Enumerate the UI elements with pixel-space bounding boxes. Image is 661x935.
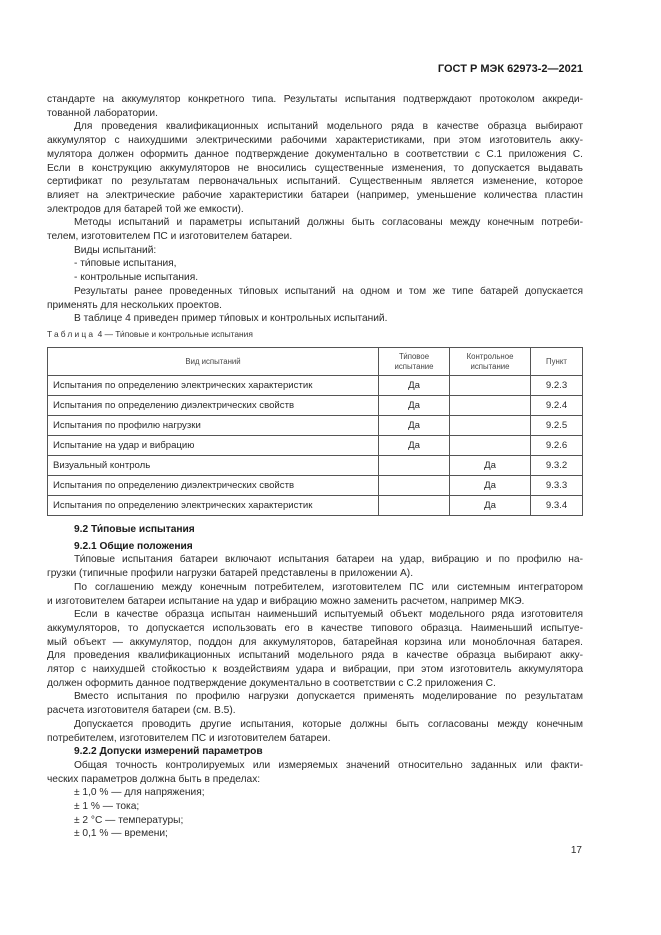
text-line: Общая точность контролируемых или измеряемых значений относительно заданных или факти- (74, 759, 583, 771)
document-header: ГОСТ Р МЭК 62973-2—2021 (437, 63, 583, 75)
cell-type-test: Да (379, 396, 450, 416)
cell-test-name: Визуальный контроль (48, 456, 379, 476)
tolerance-item: ± 0,1 % — времени; (74, 828, 168, 840)
cell-control-test: Да (450, 496, 531, 516)
table-row (48, 416, 583, 436)
table-row (48, 456, 583, 476)
text-line: применять для нескольких проектов. (47, 299, 222, 311)
text-line: По соглашению между конечным потребителем, изготовителем ПС или системным интегратором (74, 581, 583, 593)
text-line: Для проведения квалификационных испытаний модельного ряда в качестве образца выбирают (74, 121, 583, 133)
text-line: ческих параметров должна быть в пределах: (47, 773, 261, 785)
text-line: стандарте на аккумулятор конкретного типа. Результаты испытания подтверждают протоколом аккреди- (47, 94, 583, 105)
cell-clause: 9.2.5 (531, 416, 583, 436)
text-line: В таблице 4 приведен пример ти́повых и контрольных испытаний. (74, 313, 388, 325)
intro-text (47, 93, 583, 326)
cell-type-test: Да (379, 436, 450, 456)
text-line: - контрольные испытания. (74, 272, 199, 284)
text-line: - ти́повые испытания, (74, 258, 177, 270)
table-row (48, 396, 583, 416)
cell-control-test: Да (450, 476, 531, 496)
cell-test-name: Испытания по определению диэлектрических свойств (48, 476, 379, 496)
text-line: электродов для батарей той же емкости). (47, 203, 244, 215)
cell-test-name: Испытания по определению электрических характеристик (48, 376, 379, 396)
text-line: Если в качестве образца испытан наименьший испытуемый объект модельного ряда изготовителя (74, 609, 583, 621)
text-line: аккумулятор с наихудшими электрическими рабочими характеристиками, при этом изготовитель акку- (47, 135, 583, 147)
table-caption (47, 329, 253, 339)
text-line: лятор с наихудшей стойкостью к воздействиям удара и вибрации, при этом изготовитель аккумулятора (47, 664, 583, 676)
text-line: грузки (типичные профили нагрузки батарей представлены в приложении А). (47, 568, 414, 580)
table-row (48, 436, 583, 456)
page-number: 17 (570, 845, 582, 856)
section-9-2 (47, 523, 583, 841)
text-line: Если в конструкцию аккумуляторов не вносились существенные изменения, то допускается выдавать (47, 162, 583, 174)
text-line: Вместо испытания по профилю нагрузки допускается применять моделирование по результатам (74, 691, 583, 703)
cell-control-test (450, 376, 531, 396)
cell-clause: 9.3.3 (531, 476, 583, 496)
table-row (48, 476, 583, 496)
heading-9-2: 9.2 Ти́повые испытания (74, 524, 195, 535)
cell-type-test (379, 476, 450, 496)
caption-text: 4 — Ти́повые и контрольные испытания (97, 329, 253, 339)
text-line: тованной лаборатории. (47, 107, 158, 119)
cell-control-test (450, 416, 531, 436)
cell-clause: 9.2.4 (531, 396, 583, 416)
col-clause: Пункт (531, 348, 583, 376)
table-row (48, 376, 583, 396)
table-header-row (48, 348, 583, 376)
cell-test-name: Испытание на удар и вибрацию (48, 436, 379, 456)
text-line: Методы испытаний и параметры испытаний должны быть согласованы между конечным потреби- (74, 217, 583, 229)
text-line: Результаты ранее проведенных ти́повых испытаний на одном и том же типе батарей допускается (74, 285, 583, 297)
cell-type-test (379, 496, 450, 516)
cell-type-test (379, 456, 450, 476)
text-line: влияет на электрические рабочие характеристики батареи (например, уменьшение количества пластин (47, 189, 583, 201)
text-line: телем, изготовителем ПС и изготовителем батареи. (47, 231, 293, 243)
cell-control-test: Да (450, 456, 531, 476)
text-line: должен оформить данное подтверждение документально в соответствии с С.2 приложения С. (47, 677, 496, 689)
text-line: аккумуляторов, то допускается использовать его в качестве типового образца. Наименьший испытуе- (47, 622, 583, 634)
cell-clause: 9.2.6 (531, 436, 583, 456)
cell-control-test (450, 396, 531, 416)
text-line: Ти́повые испытания батареи включают испытания батареи на удар, вибрацию и по профилю на- (74, 554, 583, 566)
cell-clause: 9.2.3 (531, 376, 583, 396)
text-line: и изготовителем батареи испытание на удар и вибрацию можно заменить расчетом, например МКЭ. (47, 595, 525, 607)
cell-test-name: Испытания по определению электрических характеристик (48, 496, 379, 516)
col-control-test: Контрольное испытание (450, 348, 531, 376)
cell-test-name: Испытания по профилю нагрузки (48, 416, 379, 436)
heading-9-2-1: 9.2.1 Общие положения (74, 540, 193, 552)
text-line: потребителем, изготовителем ПС и изготовителем батареи. (47, 732, 331, 744)
text-line: мулятора должен оформить данное подтверждение документально в соответствии с С.1 приложения С. (47, 148, 583, 160)
text-line: Допускается проводить другие испытания, которые должны быть согласованы между конечным (74, 718, 583, 730)
col-test-type: Вид испытаний (48, 348, 379, 376)
text-line: сертификат по результатам первоначальных испытаний. Существенным является изменение, которое (47, 176, 583, 188)
text-line: Для проведения квалификационных испытаний модельного ряда в качестве образца выбирают акку- (47, 650, 583, 662)
cell-control-test (450, 436, 531, 456)
caption-label: Таблица (47, 329, 96, 339)
tests-table (47, 347, 583, 516)
text-line: Виды испытаний: (74, 244, 157, 256)
cell-type-test: Да (379, 376, 450, 396)
table-row (48, 496, 583, 516)
heading-9-2-2: 9.2.2 Допуски измерений параметров (74, 746, 263, 758)
cell-test-name: Испытания по определению диэлектрических свойств (48, 396, 379, 416)
text-line: расчета изготовителя батареи (см. В.5). (47, 705, 236, 717)
cell-clause: 9.3.2 (531, 456, 583, 476)
text-line: мый объект — аккумулятор, поддон для аккумуляторов, батарейная корзина или моноблочная батарея. (47, 636, 583, 648)
tolerance-item: ± 1,0 % — для напряжения; (74, 787, 205, 799)
cell-clause: 9.3.4 (531, 496, 583, 516)
col-type-test: Ти́повое испытание (379, 348, 450, 376)
cell-type-test: Да (379, 416, 450, 436)
tolerance-item: ± 1 % — тока; (74, 801, 140, 813)
tolerance-item: ± 2 °С — температуры; (74, 814, 184, 826)
